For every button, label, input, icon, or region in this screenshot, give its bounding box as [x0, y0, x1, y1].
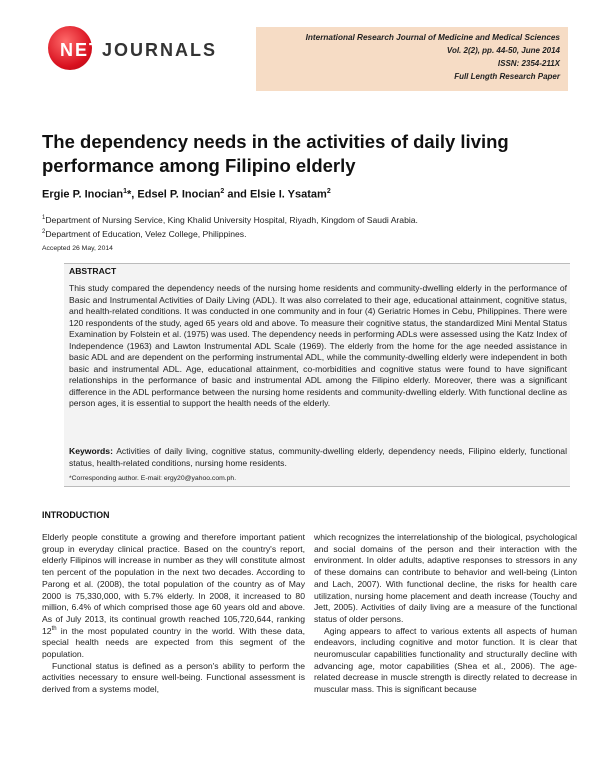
keywords-text: Activities of daily living, cognitive status, community-dwelling elderly, dependency needs, Filipino elderly, functional status, health-related conditions, nursing home residents.	[69, 446, 567, 468]
keywords-label: Keywords:	[69, 446, 113, 456]
keywords	[69, 446, 567, 469]
paragraph: which recognizes the interrelationship of the biological, psychological and social domains of the person and their interaction with the environment. In older adults, adaptive responses to stressors in any of these domains can contribute to behavior and well-being (Linton and Lach, 2007). With functional decline, the risks for health care utilization, nursing home placement and death increase (Touchy and Jett, 2005). Activities of daily living are a measure of the functional status of older persons.	[314, 532, 577, 624]
abstract-text: This study compared the dependency needs of the nursing home residents and community-dwelling elderly in the performance of Basic and Instrumental Activities of Daily Living (ADL). It was also correlated to their age, educational attainment, cognitive status, and health-related conditions. It was conducted in one community and in four (4) Geriatric Homes in Cebu, Philippines. There were 120 respondents of the study, aged 65 years old and above. To measure their cognitive status, the standardized Mini Mental Status Examination by Folstein et al. (1975) was used. The dependency needs in performing ADLs were assessed using the Katz Index of Independence (1963) and Lawton Instrumental ADL Scale (1969). The elderly from the home for the age needed assistance in basic ADL and are dependent on the performing instrumental ADL, while the community-dwelling elderly were independent in both basic and instrumental ADL. Age, educational attainment, co-morbidities and cognitive status were found to have significant relationships in the performance of basic and instrumental ADL among the Filipino elderly. Moreover, there was a significant difference in the ADL performance between the nursing home residents and community-dwelling elderly. With functional decline as person ages, it is essential to support the health needs of the elderly.	[69, 283, 567, 408]
paper-title: The dependency needs in the activities of daily living performance among Filipino elderly	[42, 131, 509, 176]
journal-logo	[40, 22, 220, 72]
body-column-right	[314, 532, 577, 696]
paragraph: Elderly people constitute a growing and therefore important patient group in everyday clinical practice. Based on the country's report, elderly Filipinos will increase in number as they will constitute almost ten percent of the population in the next two decades. According to Parong et al. (2008), the total population of the country as of May 2000 is 75,330,000, with 5.7% elderly. In 2008, it increased to 80 million, 6.4% of which comprised those age 60 years old and above. As of July 2013, its continual growth reached 105,720,644, ranking 12th in the most populated country in the world. With these data, special health needs are expected from this segment of the population.	[42, 532, 305, 660]
logo-text: NETJOURNALS	[60, 40, 218, 60]
journal-issue: Vol. 2(2), pp. 44-50, June 2014	[446, 46, 560, 55]
author-1: Ergie P. Inocian	[42, 188, 124, 201]
affiliation-2: $^2$Department of Education, Velez College, Philippines.	[42, 228, 247, 239]
accepted-date: Accepted 26 May, 2014	[42, 245, 113, 252]
author-3: Elsie I. Ysatam	[249, 188, 327, 201]
author-list: Ergie P. Inocian$^1$*, Edsel P. Inocian$^2$ and Elsie I. Ysatam$^2$	[42, 188, 331, 201]
paragraph: Functional status is defined as a person's ability to perform the activities necessary to ensure well-being. Functional assessment is derived from a systems model,	[42, 660, 305, 695]
affiliation-1: $^1$Department of Nursing Service, King Khalid University Hospital, Riyadh, Kingdom of Saudi Arabia.	[42, 214, 418, 225]
corresponding-author: *Corresponding author. E-mail: ergy20@yahoo.com.ph.	[69, 475, 237, 482]
journal-info-box	[256, 27, 568, 91]
paragraph: Aging appears to affect to various extents all aspects of human endeavors, including cognitive and motor function. It is clear that neuromuscular capabilities functionality and structurally decline with advancing age, motor capabilities (Shea et al., 2006). The age-related decrease in muscle strength is directly related to decrease in muscular mass. This is significant because	[314, 625, 577, 695]
abstract-heading: ABSTRACT	[69, 266, 117, 276]
journal-name: International Research Journal of Medicine and Medical Sciences	[305, 33, 560, 42]
author-2: Edsel P. Inocian	[137, 188, 221, 201]
affiliations	[42, 212, 418, 240]
journal-issn: ISSN: 2354-211X	[497, 59, 560, 68]
introduction-heading: INTRODUCTION	[42, 510, 110, 520]
body-column-left	[42, 532, 305, 696]
paper-type: Full Length Research Paper	[454, 72, 560, 81]
